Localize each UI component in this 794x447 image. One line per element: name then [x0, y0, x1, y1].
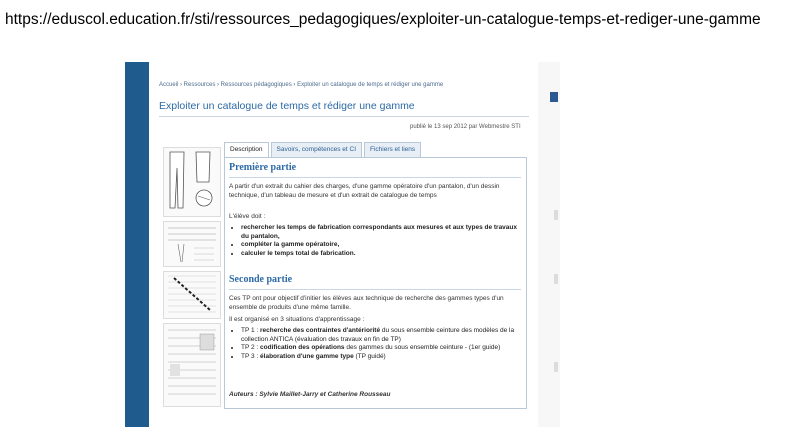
part1-lead: L'élève doit : [229, 213, 266, 220]
list-item: • calculer le temps total de fabrication. [241, 250, 526, 259]
list-item: • TP 1 : recherche des contraintes d'antériorité du sous ensemble ceinture des modèles de la collection ANTICA (évaluation des travaux en fin de TP) [241, 327, 526, 344]
part1-heading-rule [229, 177, 521, 178]
pants-drawing-thumbnail[interactable] [163, 147, 221, 217]
list-item: • TP 2 : codification des opérations des gammes du sous ensemble ceinture - (1er guide) [241, 344, 526, 353]
breadcrumb[interactable]: Accueil › Ressources › Ressources pédagogiques › Exploiter un catalogue de temps et rédiger une gamme [159, 82, 444, 88]
page-screenshot [125, 62, 558, 427]
edge-marker [554, 274, 558, 284]
tab-description[interactable]: Description [224, 142, 269, 157]
part1-intro: A partir d'un extrait du cahier des charges, d'une gamme opératoire d'un pantalon, d'un dessin technique, d'un tableau de mesure et d'un extrait de catalogue de temps [229, 183, 500, 199]
right-edge-strip [538, 62, 560, 427]
list-item: • rechercher les temps de fabrication correspondants aux mesures et aux types de travaux du pantalon, [241, 224, 526, 241]
authors-line: Auteurs : Sylvie Maillet-Jarry et Catherine Rousseau [229, 391, 391, 398]
tab-savoirs-competences[interactable]: Savoirs, compétences et CI [271, 142, 362, 157]
edge-marker [554, 210, 558, 220]
part2-tp-list [231, 327, 526, 361]
time-chart-thumbnail[interactable] [163, 271, 221, 319]
part2-heading-rule [229, 289, 521, 290]
part1-heading: Première partie [229, 162, 297, 173]
url-caption: https://eduscol.education.fr/sti/ressources_pedagogiques/exploiter-un-catalogue-temps-et-rediger-une-gamme [5, 11, 761, 28]
thumbnail-column [163, 147, 221, 427]
title-divider [159, 116, 529, 117]
gamme-doc-thumbnail[interactable] [163, 323, 221, 407]
part2-intro: Ces TP ont pour objectif d'initier les élèves aux technique de recherche des gammes types d'un ensemble de produits d'une même famille. [229, 295, 504, 311]
edge-marker [554, 362, 558, 372]
left-sidebar-bar [125, 62, 149, 427]
tab-bar [224, 142, 423, 157]
part2-heading: Seconde partie [229, 274, 293, 285]
list-item: • compléter la gamme opératoire, [241, 241, 526, 250]
description-panel [224, 157, 527, 409]
part1-task-list [231, 224, 526, 258]
tab-fichiers-liens[interactable]: Fichiers et liens [364, 142, 421, 157]
measure-table-thumbnail[interactable] [163, 221, 221, 267]
list-item: • TP 3 : élaboration d'une gamme type (TP guidé) [241, 353, 526, 362]
part2-lead: Il est organisé en 3 situations d'apprentissage : [229, 316, 365, 323]
page-title: Exploiter un catalogue de temps et rédiger une gamme [159, 100, 415, 112]
edge-marker [550, 92, 558, 102]
publication-info: publié le 13 sep 2012 par Webmestre STI [410, 124, 521, 130]
